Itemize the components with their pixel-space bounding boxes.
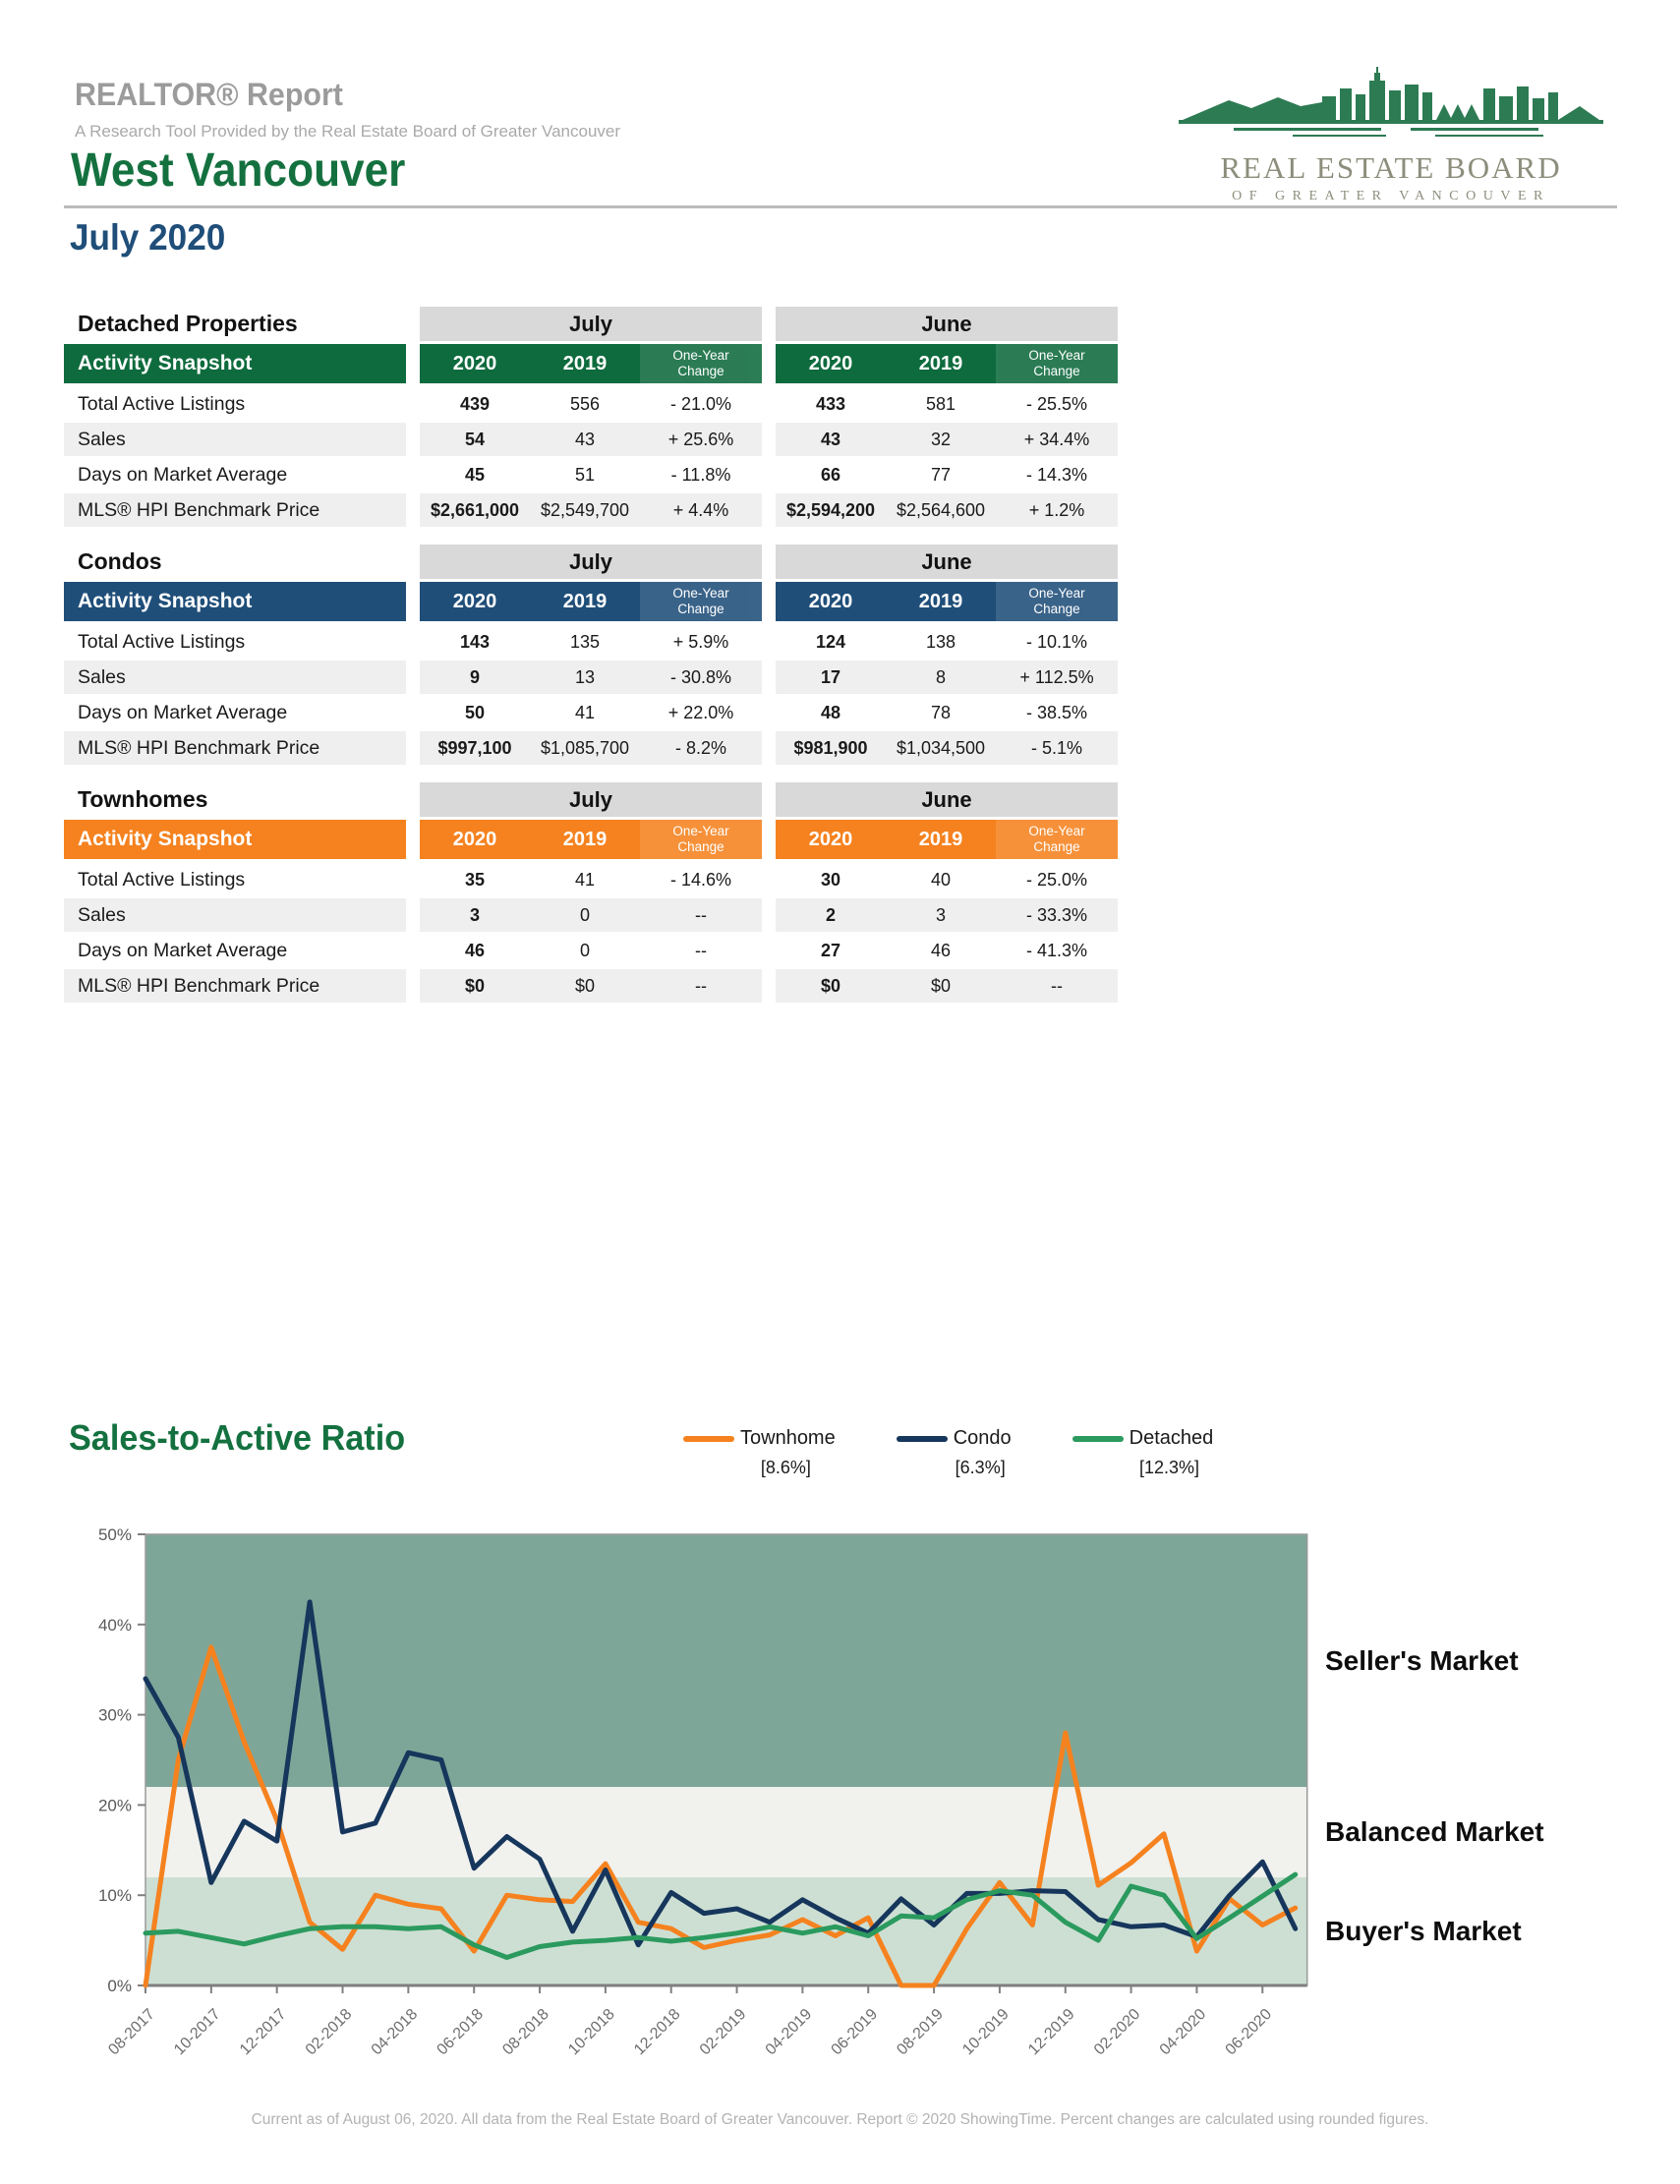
column-gap [762,344,776,383]
legend-item-condo [897,1427,1012,1478]
row-label: Days on Market Average [64,458,406,491]
month-band-july: July [420,545,762,579]
header-one-year-change: One-Year Change [640,582,762,621]
y-axis-label: 40% [97,1615,132,1635]
value-2020: 9 [420,661,530,694]
x-axis-label: 10-2019 [959,2005,1013,2059]
value-2019: 13 [530,661,640,694]
x-axis-label: 02-2019 [696,2005,750,2059]
header-2019: 2019 [886,344,996,383]
column-gap [406,493,420,527]
sales-to-active-chart [59,1519,1376,2125]
table-row [64,731,1126,765]
x-axis-label: 04-2020 [1156,2005,1210,2059]
value-2020: $2,594,200 [776,493,886,527]
x-axis-label: 06-2019 [828,2005,882,2059]
area-title: West Vancouver [71,144,406,197]
table-section-row [64,782,1126,817]
property-table-detached-properties [64,307,1126,527]
value-2019: 46 [886,934,996,967]
value-2020: $981,900 [776,731,886,765]
activity-snapshot-row [64,820,1126,859]
x-axis-label: 12-2019 [1025,2005,1078,2059]
value-2019: $1,034,500 [886,731,996,765]
column-gap [406,661,420,694]
row-label: MLS® HPI Benchmark Price [64,969,406,1003]
month-band-july: July [420,307,762,341]
x-axis-label: 02-2018 [302,2005,356,2059]
x-axis-label: 12-2018 [631,2005,684,2059]
value-2019: 581 [886,387,996,421]
header-one-year-change: One-Year Change [640,820,762,859]
legend-current-value: [8.6%] [760,1458,811,1477]
value-2019: $0 [530,969,640,1003]
legend-current-value: [12.3%] [1138,1458,1199,1477]
condo-line-swatch-icon [897,1436,948,1442]
value-one-year-change: + 34.4% [996,423,1118,456]
x-axis-label: 10-2018 [565,2005,618,2059]
value-2020: 54 [420,423,530,456]
value-2020: 3 [420,898,530,932]
column-gap [406,625,420,659]
header-2019: 2019 [530,344,640,383]
value-2019: 51 [530,458,640,491]
logo-text-line1: REAL ESTATE BOARD [1220,150,1562,185]
value-2019: 41 [530,696,640,729]
header-2020: 2020 [420,344,530,383]
column-gap [406,387,420,421]
section-title: Condos [78,548,162,574]
row-label: Days on Market Average [64,696,406,729]
column-gap [762,898,776,932]
value-2019: 77 [886,458,996,491]
column-gap [762,863,776,896]
townhome-line-swatch-icon [683,1436,734,1442]
detached-line-swatch-icon [1072,1436,1124,1442]
header-one-year-change: One-Year Change [996,344,1118,383]
value-one-year-change: + 4.4% [640,493,762,527]
table-row [64,423,1126,456]
header-2020: 2020 [776,820,886,859]
month-band-june: June [776,782,1118,817]
value-2020: 439 [420,387,530,421]
footer-note: Current as of August 06, 2020. All data from the Real Estate Board of Greater Vancouver. Report © 2020 ShowingTime. Percent changes are calculated using rounded figures. [251,2111,1429,2128]
property-table-condos [64,545,1126,765]
value-one-year-change: - 14.6% [640,863,762,896]
rebgv-logo [1160,67,1622,204]
value-2019: 78 [886,696,996,729]
value-2020: 35 [420,863,530,896]
value-2020: 17 [776,661,886,694]
month-band-june: June [776,307,1118,341]
column-gap [406,458,420,491]
value-2019: 135 [530,625,640,659]
value-2019: $0 [886,969,996,1003]
column-gap [406,731,420,765]
column-gap [406,863,420,896]
report-subtitle: A Research Tool Provided by the Real Estate Board of Greater Vancouver [75,122,621,141]
column-gap [406,423,420,456]
value-one-year-change: + 22.0% [640,696,762,729]
value-2019: $2,564,600 [886,493,996,527]
table-row [64,458,1126,491]
section-title: Townhomes [78,786,208,812]
column-gap [406,934,420,967]
column-gap [762,820,776,859]
value-one-year-change: - 21.0% [640,387,762,421]
row-label: MLS® HPI Benchmark Price [64,731,406,765]
value-2019: 138 [886,625,996,659]
tables [64,307,1126,1020]
header-one-year-change: One-Year Change [996,582,1118,621]
value-2020: 143 [420,625,530,659]
value-2020: 46 [420,934,530,967]
table-row [64,934,1126,967]
column-gap [762,969,776,1003]
header-2020: 2020 [776,344,886,383]
x-axis-label: 02-2020 [1090,2005,1144,2059]
value-2019: 32 [886,423,996,456]
month-band-july: July [420,782,762,817]
column-gap [762,731,776,765]
column-gap [406,898,420,932]
value-one-year-change: - 33.3% [996,898,1118,932]
value-2020: 66 [776,458,886,491]
value-one-year-change: - 30.8% [640,661,762,694]
x-axis-label: 12-2017 [236,2005,290,2059]
market-zone-label-buyer-s-market: Buyer's Market [1325,1915,1522,1946]
value-one-year-change: -- [640,934,762,967]
column-gap [406,582,420,621]
sales-to-active-ratio-plot [59,1519,1376,2120]
header-2020: 2020 [776,582,886,621]
rebgv-skyline-icon [1175,67,1607,149]
value-2020: $2,661,000 [420,493,530,527]
value-2019: 0 [530,898,640,932]
row-label: Total Active Listings [64,625,406,659]
chart-title: Sales-to-Active Ratio [69,1417,406,1458]
value-one-year-change: + 5.9% [640,625,762,659]
value-2019: $1,085,700 [530,731,640,765]
section-title: Detached Properties [78,311,298,336]
row-label: Days on Market Average [64,934,406,967]
value-one-year-change: - 8.2% [640,731,762,765]
table-row [64,696,1126,729]
table-row [64,863,1126,896]
market-zone-label-balanced-market: Balanced Market [1325,1815,1544,1847]
column-gap [406,969,420,1003]
legend-entry [683,1427,836,1450]
value-2019: 40 [886,863,996,896]
header-2020: 2020 [420,582,530,621]
logo-text-line2: OF GREATER VANCOUVER [1232,189,1550,203]
header-2019: 2019 [886,582,996,621]
value-2019: 41 [530,863,640,896]
value-one-year-change: - 38.5% [996,696,1118,729]
header-2019: 2019 [886,820,996,859]
activity-snapshot-label: Activity Snapshot [64,582,406,621]
header-one-year-change: One-Year Change [640,344,762,383]
value-2020: 27 [776,934,886,967]
column-gap [406,344,420,383]
y-axis-label: 50% [97,1525,132,1544]
column-gap [762,696,776,729]
table-row [64,387,1126,421]
row-label: Sales [64,661,406,694]
x-axis-label: 08-2019 [894,2005,947,2059]
value-one-year-change: - 14.3% [996,458,1118,491]
column-gap [762,423,776,456]
legend-item-detached [1072,1427,1214,1478]
chart-legend [683,1427,1213,1478]
x-axis-label: 08-2018 [499,2005,552,2059]
value-one-year-change: + 25.6% [640,423,762,456]
value-one-year-change: - 25.5% [996,387,1118,421]
value-one-year-change: + 1.2% [996,493,1118,527]
masthead [75,77,620,142]
header-one-year-change: One-Year Change [996,820,1118,859]
x-axis-label: 06-2020 [1222,2005,1276,2059]
y-axis-label: 20% [97,1796,132,1815]
column-gap [762,458,776,491]
column-gap [762,661,776,694]
value-one-year-change: + 112.5% [996,661,1118,694]
row-label: Total Active Listings [64,387,406,421]
property-table-townhomes [64,782,1126,1003]
table-section-row [64,545,1126,579]
table-row [64,493,1126,527]
column-gap [762,493,776,527]
table-row [64,625,1126,659]
value-2020: 30 [776,863,886,896]
activity-snapshot-label: Activity Snapshot [64,344,406,383]
report-title: REALTOR® Report [75,77,343,112]
value-one-year-change: -- [996,969,1118,1003]
value-2020: 433 [776,387,886,421]
value-2020: 45 [420,458,530,491]
value-2020: 124 [776,625,886,659]
header-2019: 2019 [530,820,640,859]
column-gap [762,625,776,659]
value-one-year-change: - 5.1% [996,731,1118,765]
value-2019: 8 [886,661,996,694]
table-section-row [64,307,1126,341]
value-2019: 43 [530,423,640,456]
row-label: Sales [64,898,406,932]
column-gap [406,696,420,729]
legend-current-value: [6.3%] [955,1458,1006,1477]
column-gap [762,934,776,967]
value-2019: $2,549,700 [530,493,640,527]
table-row [64,969,1126,1003]
legend-series-name: Townhome [740,1427,836,1449]
column-gap [406,820,420,859]
y-axis-label: 10% [97,1886,132,1906]
legend-series-name: Condo [953,1427,1012,1449]
value-2019: 0 [530,934,640,967]
value-2019: 3 [886,898,996,932]
value-2020: $0 [420,969,530,1003]
table-row [64,898,1126,932]
header-2019: 2019 [530,582,640,621]
x-axis-label: 10-2017 [171,2005,224,2059]
value-one-year-change: - 11.8% [640,458,762,491]
y-axis-label: 30% [97,1705,132,1725]
header-2020: 2020 [420,820,530,859]
period-title: July 2020 [70,217,226,258]
x-axis-label: 08-2017 [105,2005,158,2059]
value-one-year-change: - 10.1% [996,625,1118,659]
market-zone-label-seller-s-market: Seller's Market [1325,1644,1519,1676]
legend-entry [1072,1427,1214,1450]
legend-series-name: Detached [1129,1427,1214,1449]
value-one-year-change: -- [640,969,762,1003]
value-2020: 48 [776,696,886,729]
x-axis-label: 04-2019 [762,2005,816,2059]
activity-snapshot-row [64,582,1126,621]
row-label: Sales [64,423,406,456]
value-2020: 43 [776,423,886,456]
y-axis-label: 0% [107,1977,132,1995]
month-band-june: June [776,545,1118,579]
activity-snapshot-label: Activity Snapshot [64,820,406,859]
value-2020: $997,100 [420,731,530,765]
table-row [64,661,1126,694]
header-divider [64,205,1617,208]
column-gap [762,582,776,621]
x-axis-label: 04-2018 [368,2005,422,2059]
value-2020: 2 [776,898,886,932]
column-gap [762,387,776,421]
legend-item-townhome [683,1427,836,1478]
legend-entry [897,1427,1012,1450]
value-2019: 556 [530,387,640,421]
value-one-year-change: -- [640,898,762,932]
row-label: Total Active Listings [64,863,406,896]
activity-snapshot-row [64,344,1126,383]
value-2020: $0 [776,969,886,1003]
value-2020: 50 [420,696,530,729]
row-label: MLS® HPI Benchmark Price [64,493,406,527]
value-one-year-change: - 41.3% [996,934,1118,967]
value-one-year-change: - 25.0% [996,863,1118,896]
x-axis-label: 06-2018 [434,2005,488,2059]
